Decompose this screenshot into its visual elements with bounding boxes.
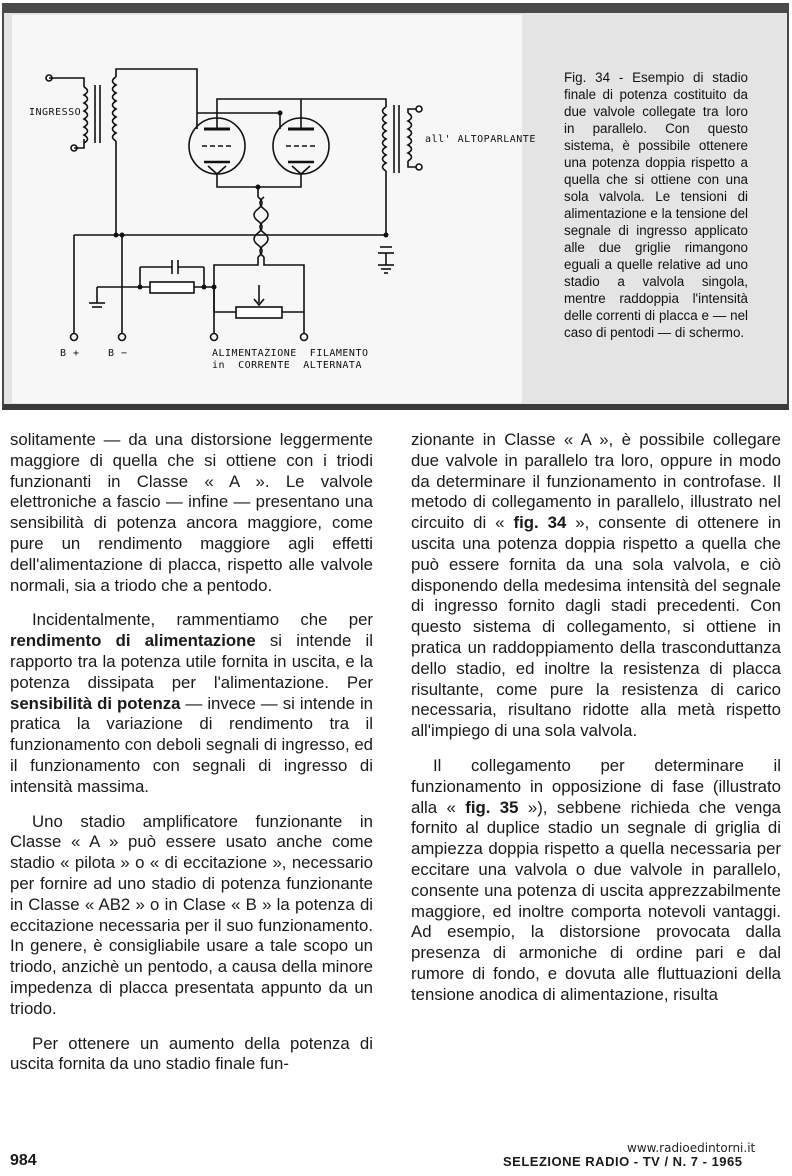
schematic-drawing	[12, 15, 522, 403]
right-p2-text-a: Il collegamento per determinare il funzionamento in opposizione di fase (illustrato alla «	[411, 755, 781, 817]
magazine-footer: SELEZIONE RADIO - TV / N. 7 - 1965	[503, 1154, 743, 1169]
right-p1-text-c: », consente di ottenere in uscita una potenza doppia rispetto a quella che può essere fornita da una sola valvola, e ciò disponendo della medesima intensità del segnale di ingresso fornito dagli stadi precedenti. Con questo sistema di collegamento, si ottiene in pratica un raddoppiamento della trasconduttanza dello stadio, ed inoltre la resistenza di placca risultante, come pure la resistenza di carico necessaria, risultano ridotte alla metà rispetto all'impiego di una sola valvola.	[411, 513, 781, 741]
left-paragraph-4: Per ottenere un aumento della potenza di uscita fornita da uno stadio finale fun-	[10, 1033, 373, 1074]
watermark-url: www.radioedintorni.it	[627, 1141, 756, 1155]
left-p2-text-c: si intende il rapporto tra la potenza utile fornita in uscita, e la potenza dissipata per l'alimentazione. Per	[10, 631, 373, 692]
filament-label-line1: ALIMENTAZIONE FILAMENTO	[212, 348, 369, 359]
right-paragraph-2	[411, 756, 781, 1006]
filament-label-line2: in CORRENTE ALTERNATA	[212, 360, 362, 371]
right-paragraph-1	[411, 430, 781, 742]
input-label: INGRESSO	[29, 107, 82, 118]
right-column	[411, 430, 781, 1020]
right-p1-text-a: zionante in Classe « A », è possibile collegare due valvole in parallelo tra loro, oppure in modo da determinare il funzionamento in controfase. Il metodo di collegamento in parallelo, illustrato nel circuito di «	[411, 430, 781, 533]
left-column	[10, 430, 373, 1089]
speaker-label: all' ALTOPARLANTE	[425, 134, 536, 145]
left-paragraph-1: solitamente — da una distorsione leggermente maggiore di quella che si ottiene con i triodi funzionanti in Classe « A ». Le valvole elettroniche a fascio — infine — presentano una sensibilità di potenza ancora maggiore, come pure un rendimento maggiore agli effetti dell'alimentazione di placca, rispetto alle valvole normali, sia a triodo che a pentodo.	[10, 430, 373, 595]
fig-34-reference: fig. 34	[513, 513, 567, 533]
term-rendimento: rendimento di alimentazione	[10, 631, 256, 651]
figure-frame	[2, 3, 789, 410]
left-paragraph-3: Uno stadio amplificatore funzionante in Classe « A » può essere usato anche come stadio « pilota » o « di eccitazione », necessario per fornire ad uno stadio di potenza funzionante in Classe « AB2 » o in Clase « B » la potenza di eccitazione necessaria per il suo funzionamento. In genere, è consigliabile usare a tale scopo un triodo, anzichè un pentodo, a causa della minore impedenza di placca presentata appunto da un triodo.	[10, 811, 373, 1018]
left-p2-text-a: Incidentalmente, rammentiamo che per	[32, 610, 373, 630]
left-paragraph-2	[10, 610, 373, 797]
circuit-schematic	[12, 15, 536, 403]
page-number: 984	[10, 1152, 37, 1169]
figure-caption: Fig. 34 - Esempio di stadio finale di potenza costituito da due valvole collegate tra loro in parallelo. Con questo sistema, è possibile ottenere una potenza doppia rispetto a quella che si ottiene con una sola valvola. Le tensioni di alimentazione e la tensione del segnale di ingresso applicato alle due griglie rimangono eguali a quelle relative ad uno stadio a valvola singola, mentre raddoppia l'intensità delle correnti di placca e — nel caso di pentodi — di schermo.	[564, 70, 748, 340]
fig-35-reference: fig. 35	[465, 797, 519, 817]
right-p2-text-c: »), sebbene richieda che venga fornito al duplice stadio un segnale di griglia di ampiezza doppia rispetto a quella necessaria per eccitare una valvola o due valvole in parallelo, consente una potenza di uscita apprezzabilmente maggiore, ed inoltre comporta notevoli vantaggi. Ad esempio, la distorsione provocata dalla presenza di armoniche di ordine pari e dal rumore di fondo, e dovuta alle fluttuazioni della tensione anodica di alimentazione, risulta	[411, 797, 781, 1004]
b-minus-label: B −	[108, 348, 128, 359]
left-p2-text-e: — invece — si intende in pratica la variazione di rendimento tra il funzionamento con deboli segnali di ingresso, ed il funzionamento con segnali di ingresso di intensità massima.	[10, 693, 373, 796]
b-plus-label: B +	[60, 348, 80, 359]
term-sensibilita: sensibilità di potenza	[10, 693, 181, 713]
